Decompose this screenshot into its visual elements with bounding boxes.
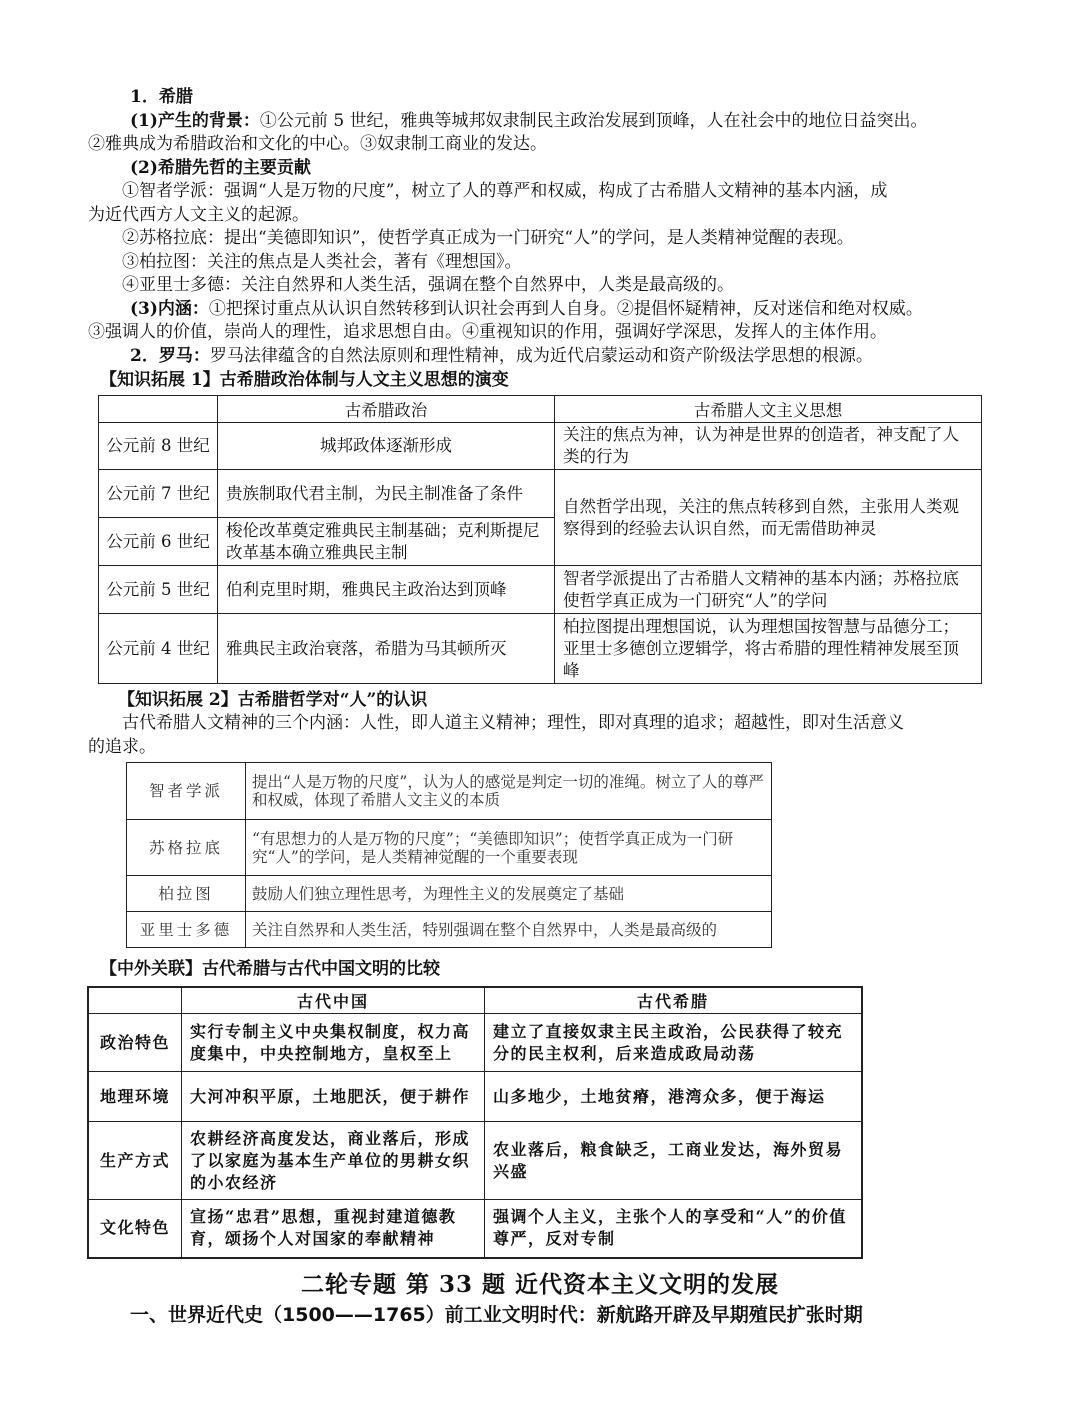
greece-section (88, 86, 1008, 392)
meaning-text: ①把探讨重点从认识自然转移到认识社会再到人自身。②提倡怀疑精神，反对迷信和绝对权威。 (208, 298, 923, 319)
china-cell: 实行专制主义中央集权制度，权力高度集中，中央控制地方，皇权至上 (182, 1014, 485, 1072)
era-cell: 公元前 8 世纪 (99, 423, 218, 470)
relation-table (87, 986, 863, 1259)
thought-cell: 关注的焦点为神，认为神是世界的创造者，神支配了人类的行为 (555, 423, 982, 470)
aristotle-text: ④亚里士多德：关注自然界和人类生活，强调在整个自然界中，人类是最高级的。 (122, 275, 734, 295)
plato-text: ③柏拉图：关注的焦点是人类社会，著有《理想国》。 (122, 251, 522, 272)
relation-title: 【中外关联】古代希腊与古代中国文明的比较 (100, 959, 440, 979)
thought-cell: 柏拉图提出理想国说，认为理想国按智慧与品德分工；亚里士多德创立逻辑学，将古希腊的理性精神发展至顶峰 (555, 614, 982, 684)
socrates-text: ②苏格拉底：提出“美德即知识”，使哲学真正成为一门研究“人”的学问，是人类精神觉醒的表现。 (122, 228, 854, 248)
meaning-label: (3)内涵： (130, 298, 209, 319)
background-label: (1)产生的背景： (130, 110, 260, 131)
greece-cell: 山多地少，土地贫瘠，港湾众多，便于海运 (485, 1072, 863, 1122)
era-cell: 公元前 7 世纪 (99, 470, 218, 518)
era-cell: 公元前 4 世纪 (99, 614, 218, 684)
header-politics: 古希腊政治 (218, 396, 555, 423)
era-cell: 公元前 5 世纪 (99, 566, 218, 614)
china-cell: 农耕经济高度发达，商业落后，形成了以家庭为基本生产单位的男耕女织的小农经济 (182, 1122, 485, 1200)
ext1-title: 【知识拓展 1】古希腊政治体制与人文主义思想的演变 (100, 370, 509, 390)
view-cell: 鼓励人们独立理性思考，为理性主义的发展奠定了基础 (246, 876, 772, 912)
table-row (99, 566, 982, 614)
ext2-table (126, 762, 772, 948)
era-cell: 公元前 6 世纪 (99, 518, 218, 566)
table-header-row (88, 987, 862, 1014)
thought-cell: 智者学派提出了古希腊人文精神的基本内涵；苏格拉底使哲学真正成为一门研究“人”的学问 (555, 566, 982, 614)
header-china: 古代中国 (182, 987, 485, 1014)
philosopher-cell: 智者学派 (127, 763, 246, 820)
table-row (127, 912, 772, 948)
background-text: ①公元前 5 世纪，雅典等城邦奴隶制民主政治发展到顶峰，人在社会中的地位日益突出。 (259, 110, 928, 131)
view-cell: 关注自然界和人类生活，特别强调在整个自然界中，人类是最高级的 (246, 912, 772, 948)
header-greece: 古代希腊 (485, 987, 863, 1014)
contrib-label: (2)希腊先哲的主要贡献 (130, 157, 311, 178)
philosopher-cell: 柏拉图 (127, 876, 246, 912)
table-row (127, 763, 772, 820)
ext2-block (88, 688, 1008, 759)
greece-cell: 强调个人主义，主张个人的享受和“人”的价值尊严，反对专制 (485, 1200, 863, 1258)
background-text-cont: ②雅典成为希腊政治和文化的中心。③奴隶制工商业的发达。 (88, 134, 547, 154)
table-row (88, 1072, 862, 1122)
thought-cell: 自然哲学出现，关注的焦点转移到自然，主张用人类观察得到的经验去认识自然，而无需借助神灵 (555, 470, 982, 566)
aspect-cell: 文化特色 (88, 1200, 182, 1258)
sophists-text-cont: 为近代西方人文主义的起源。 (88, 204, 309, 225)
ext2-title: 【知识拓展 2】古希腊哲学对“人”的认识 (118, 690, 428, 710)
greece-cell: 建立了直接奴隶主民主政治，公民获得了较充分的民主权利，后来造成政局动荡 (485, 1014, 863, 1072)
aspect-cell: 地理环境 (88, 1072, 182, 1122)
table-row (88, 1200, 862, 1258)
rome-line (88, 345, 1008, 369)
table-row (99, 614, 982, 684)
politics-cell: 雅典民主政治衰落，希腊为马其顿所灭 (218, 614, 555, 684)
china-cell: 宣扬“忠君”思想，重视封建道德教育，颂扬个人对国家的奉献精神 (182, 1200, 485, 1258)
table-header-row (99, 396, 982, 423)
table-row (88, 1122, 862, 1200)
section-title: 二轮专题 第 33 题 近代资本主义文明的发展 (300, 1271, 780, 1298)
table-row (99, 470, 982, 518)
header-empty-cell (99, 396, 218, 423)
aspect-cell: 生产方式 (88, 1122, 182, 1200)
table-row (127, 876, 772, 912)
view-cell: 提出“人是万物的尺度”，认为人的感觉是判定一切的准绳。树立了人的尊严和权威，体现了希腊人文主义的本质 (246, 763, 772, 820)
aspect-cell: 政治特色 (88, 1014, 182, 1072)
section-subtitle: 一、世界近代史（1500——1765）前工业文明时代：新航路开辟及早期殖民扩张时期 (130, 1304, 863, 1326)
meaning-line (88, 298, 1008, 322)
table-row (127, 820, 772, 876)
ext2-intro: 古代希腊人文精神的三个内涵：人性，即人道主义精神；理性，即对真理的追求；超越性，即对生活意义 (122, 713, 904, 733)
greece-heading: 1．希腊 (130, 87, 193, 107)
rome-text: 罗马法律蕴含的自然法原则和理性精神，成为近代启蒙运动和资产阶级法学思想的根源。 (209, 345, 873, 366)
ext2-intro-cont: 的追求。 (88, 736, 156, 757)
politics-cell: 贵族制取代君主制，为民主制准备了条件 (218, 470, 555, 518)
table-row (88, 1014, 862, 1072)
view-cell: “有思想力的人是万物的尺度”；“美德即知识”；使哲学真正成为一门研究“人”的学问，是人类精神觉醒的一个重要表现 (246, 820, 772, 876)
philosopher-cell: 苏格拉底 (127, 820, 246, 876)
rome-label: 2．罗马： (130, 345, 210, 366)
politics-cell: 城邦政体逐渐形成 (218, 423, 555, 470)
philosopher-cell: 亚里士多德 (127, 912, 246, 948)
china-cell: 大河冲积平原，土地肥沃，便于耕作 (182, 1072, 485, 1122)
meaning-text-cont: ③强调人的价值，崇尚人的理性，追求思想自由。④重视知识的作用，强调好学深思，发挥人的主体作用。 (88, 322, 887, 342)
sophists-text: ①智者学派：强调“人是万物的尺度”，树立了人的尊严和权威，构成了古希腊人文精神的基本内涵，成 (122, 181, 888, 201)
background-line (88, 110, 1008, 134)
ext1-table (98, 395, 982, 684)
header-thought: 古希腊人文主义思想 (555, 396, 982, 423)
header-empty-cell (88, 987, 182, 1014)
politics-cell: 伯利克里时期，雅典民主政治达到顶峰 (218, 566, 555, 614)
politics-cell: 梭伦改革奠定雅典民主制基础；克利斯提尼改革基本确立雅典民主制 (218, 518, 555, 566)
greece-cell: 农业落后，粮食缺乏，工商业发达，海外贸易兴盛 (485, 1122, 863, 1200)
table-row (99, 423, 982, 470)
